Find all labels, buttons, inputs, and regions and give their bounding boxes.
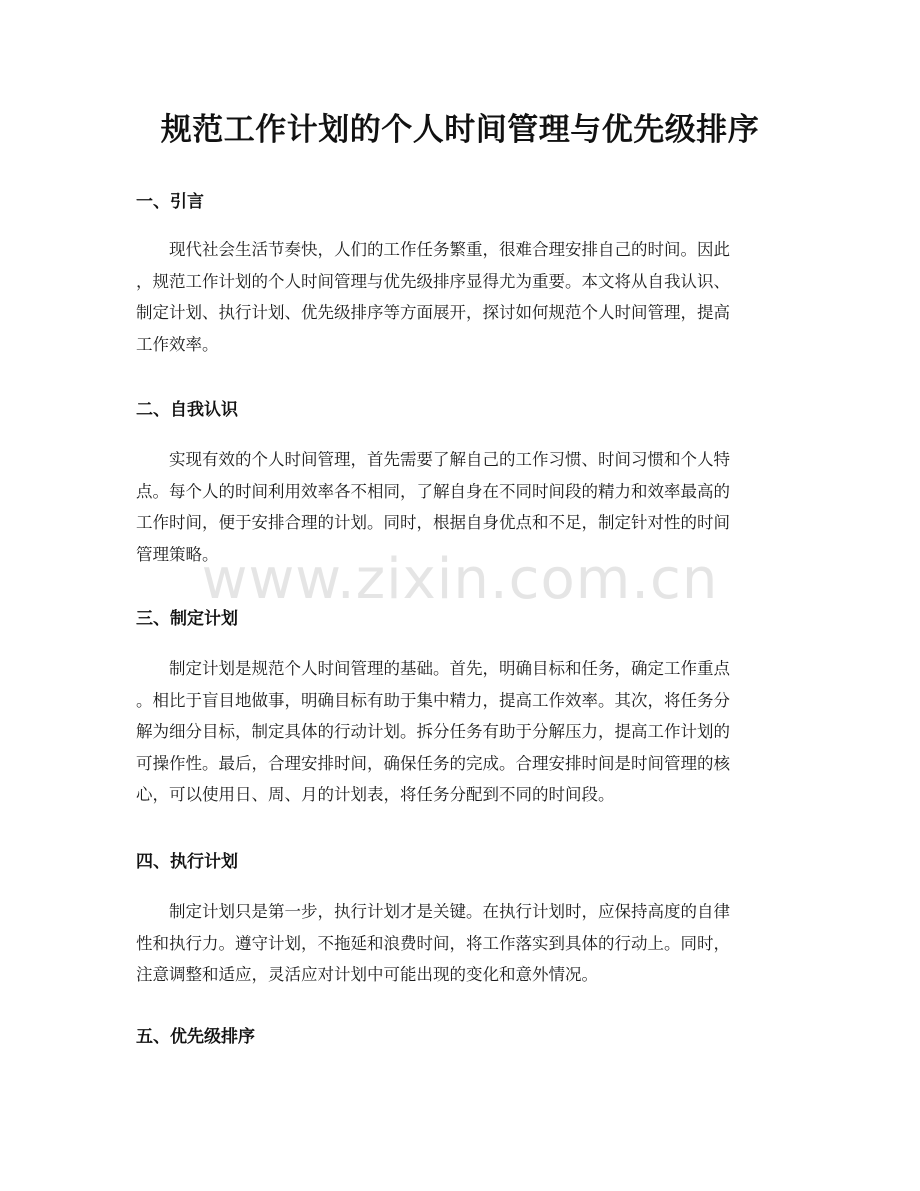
document-title: 规范工作计划的个人时间管理与优先级排序 (160, 112, 760, 148)
section-heading-introduction: 一、引言 (136, 192, 204, 212)
paragraph-line: 管理策略。 (136, 544, 219, 564)
paragraph-line: 性和执行力。遵守计划，不拖延和浪费时间，将工作落实到具体的行动上。同时， (136, 933, 730, 953)
section-paragraph-execute-plan (136, 896, 786, 991)
paragraph-line: 心，可以使用日、周、月的计划表，将任务分配到不同的时间段。 (136, 785, 615, 804)
paragraph-line: 制定计划只是第一步，执行计划才是关键。在执行计划时，应保持高度的自律 (169, 902, 730, 921)
paragraph-line: 制定计划是规范个人时间管理的基础。首先，明确目标和任务，确定工作重点 (169, 659, 730, 678)
section-heading-execute-plan: 四、执行计划 (136, 852, 238, 872)
paragraph-line: ，规范工作计划的个人时间管理与优先级排序显得尤为重要。本文将从自我认识、 (136, 271, 730, 291)
paragraph-line: 。相比于盲目地做事，明确目标有助于集中精力，提高工作效率。其次，将任务分 (136, 690, 730, 710)
paragraph-line: 工作时间，便于安排合理的计划。同时，根据自身优点和不足，制定针对性的时间 (136, 513, 730, 532)
paragraph-line: 注意调整和适应，灵活应对计划中可能出现的变化和意外情况。 (136, 965, 598, 984)
paragraph-line: 现代社会生活节奏快，人们的工作任务繁重，很难合理安排自己的时间。因此 (169, 240, 730, 259)
paragraph-line: 解为细分目标，制定具体的行动计划。拆分任务有助于分解压力，提高工作计划的 (136, 722, 730, 741)
section-paragraph-self-awareness (136, 444, 786, 570)
paragraph-line: 点。每个人的时间利用效率各不相同，了解自身在不同时间段的精力和效率最高的 (136, 481, 730, 501)
paragraph-line: 可操作性。最后，合理安排时间，确保任务的完成。合理安排时间是时间管理的核 (136, 753, 730, 773)
section-heading-make-plan: 三、制定计划 (136, 609, 238, 629)
section-paragraph-introduction (136, 234, 786, 360)
paragraph-line: 工作效率。 (136, 334, 219, 354)
watermark: www.zixin.com.cn (201, 547, 719, 612)
paragraph-line: 实现有效的个人时间管理，首先需要了解自己的工作习惯、时间习惯和个人特 (169, 450, 730, 469)
paragraph-line: 制定计划、执行计划、优先级排序等方面展开，探讨如何规范个人时间管理，提高 (136, 303, 730, 322)
section-heading-self-awareness: 二、自我认识 (136, 400, 238, 420)
section-paragraph-make-plan (136, 653, 786, 811)
section-heading-priority-sorting: 五、优先级排序 (136, 1027, 255, 1047)
